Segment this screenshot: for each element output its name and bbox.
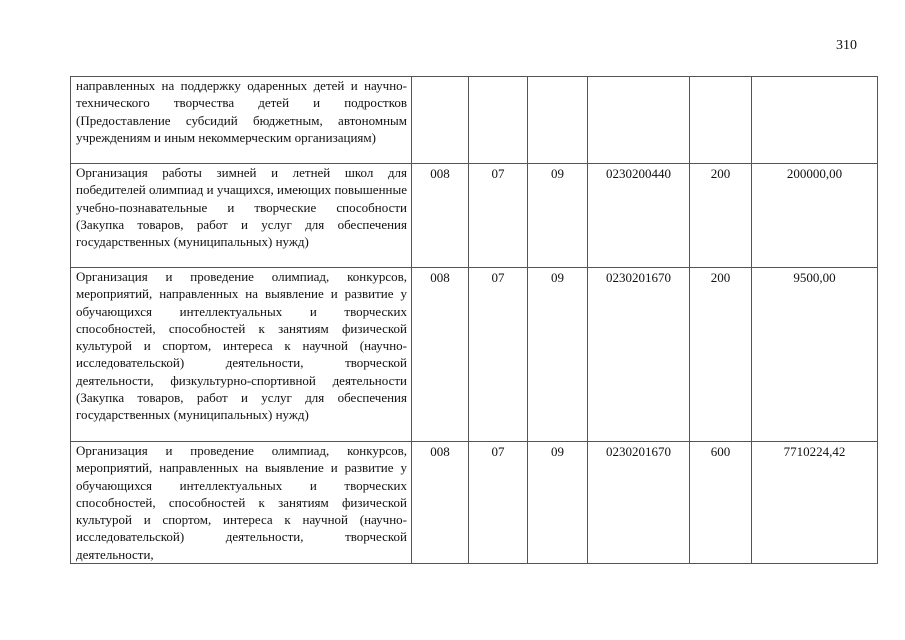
amount: 9500,00 <box>752 268 878 442</box>
target-article-code: 0230201670 <box>588 268 690 442</box>
expense-type-code: 600 <box>690 442 752 564</box>
section-code: 07 <box>469 442 528 564</box>
row-description: направленных на поддержку одаренных детей и научно-технического творчества детей и подростков (Предоставление субсидий бюджетным, автономным учреждениям и иным некоммерческим организациям) <box>71 77 412 164</box>
amount: 200000,00 <box>752 164 878 268</box>
section-code: 07 <box>469 268 528 442</box>
target-article-code: 0230201670 <box>588 442 690 564</box>
table-row <box>71 164 878 268</box>
ministry-code: 008 <box>412 442 469 564</box>
table-row <box>71 268 878 442</box>
ministry-code <box>412 77 469 164</box>
subsection-code: 09 <box>528 164 588 268</box>
row-description: Организация работы зимней и летней школ для победителей олимпиад и учащихся, имеющих повышенные учебно-познавательные и творческие способности (Закупка товаров, работ и услуг для обеспечения государственных (муниципальных) нужд) <box>71 164 412 268</box>
page-number: 310 <box>836 38 857 53</box>
row-description: Организация и проведение олимпиад, конкурсов, мероприятий, направленных на выявление и развитие у обучающихся интеллектуальных и творческих способностей, способностей к занятиям физической культурой и спортом, интереса к научной (научно-исследовательской) деятельности, творческой деятельности, <box>76 443 407 562</box>
ministry-code: 008 <box>412 268 469 442</box>
table-row <box>71 77 878 164</box>
subsection-code <box>528 77 588 164</box>
section-code: 07 <box>469 164 528 268</box>
row-description: Организация и проведение олимпиад, конкурсов, мероприятий, направленных на выявление и развитие у обучающихся интеллектуальных и творческих способностей, способностей к занятиям физической культурой и спортом, интереса к научной (научно-исследовательской) деятельности, творческой деятельности, физкультурно-спортивной деятельности (Закупка товаров, работ и услуг для обеспечения государственных (муниципальных) нужд) <box>71 268 412 442</box>
expense-type-code: 200 <box>690 164 752 268</box>
table-row <box>71 442 878 564</box>
budget-table <box>70 76 878 564</box>
ministry-code: 008 <box>412 164 469 268</box>
subsection-code: 09 <box>528 442 588 564</box>
amount: 7710224,42 <box>752 442 878 564</box>
row-description-cell <box>71 442 412 564</box>
target-article-code: 0230200440 <box>588 164 690 268</box>
subsection-code: 09 <box>528 268 588 442</box>
expense-type-code <box>690 77 752 164</box>
section-code <box>469 77 528 164</box>
target-article-code <box>588 77 690 164</box>
expense-type-code: 200 <box>690 268 752 442</box>
amount <box>752 77 878 164</box>
